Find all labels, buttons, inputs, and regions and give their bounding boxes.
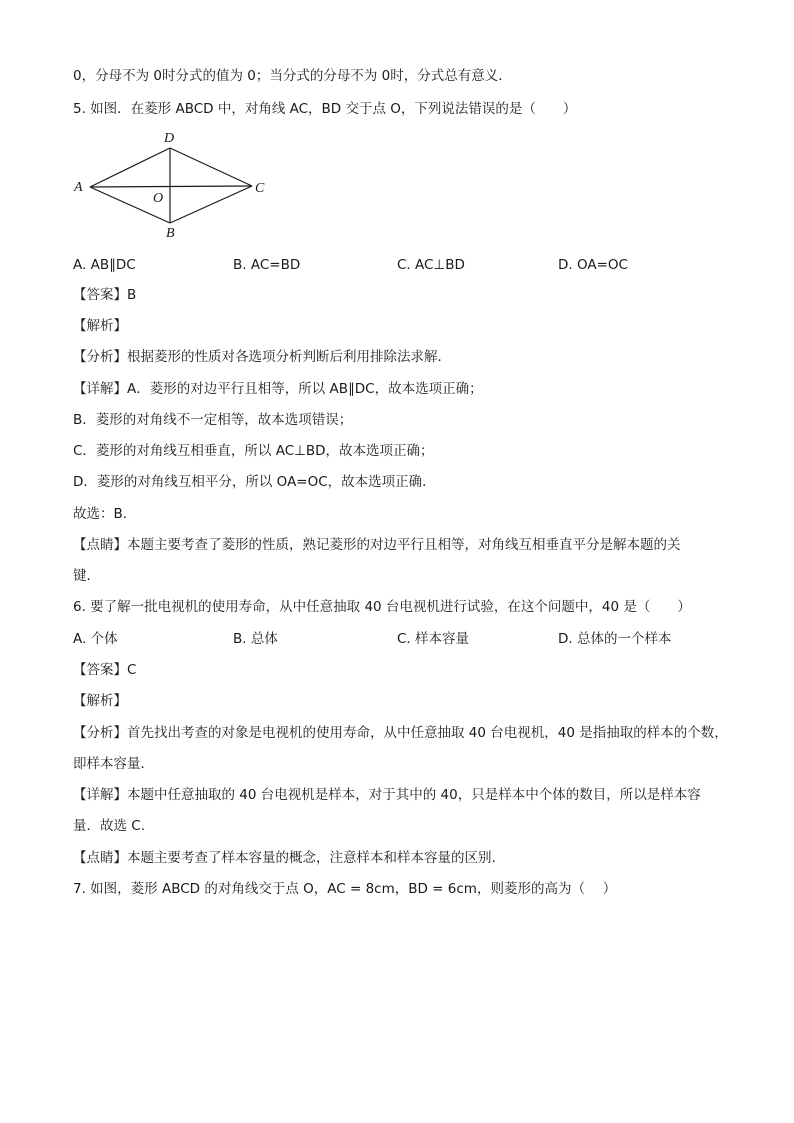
side-ad — [90, 148, 170, 187]
q5-option-c: C. AC⊥BD — [397, 257, 465, 273]
q6-xiangjie-line: 【详解】本题中任意抽取的 40 台电视机是样本，对于其中的 40，只是样本中个体的数目，所以是样本容 — [73, 787, 701, 803]
q5-xiangjie-line: C．菱形的对角线互相垂直，所以 AC⊥BD，故本选项正确； — [73, 443, 434, 459]
q5-stem: 5. 如图．在菱形 ABCD 中，对角线 AC，BD 交于点 O，下列说法错误的是（ ） — [73, 101, 577, 117]
q5-fenxi: 【分析】根据菱形的性质对各选项分析判断后利用排除法求解． — [73, 349, 451, 365]
q5-option-b: B. AC=BD — [233, 257, 301, 273]
diagonal-ac — [90, 186, 252, 187]
intro-line: 0，分母不为 0时分式的值为 0；当分式的分母不为 0时，分式总有意义． — [73, 68, 512, 84]
label-d: D — [164, 131, 175, 146]
q6-xiangjie-line: 量．故选 C. — [73, 818, 146, 834]
rhombus-figure — [60, 126, 280, 246]
q6-option-b: B. 总体 — [233, 631, 278, 647]
q5-guxuan: 故选：B． — [73, 506, 137, 522]
q6-dianjing: 【点睛】本题主要考查了样本容量的概念，注意样本和样本容量的区别. — [73, 850, 496, 866]
q6-option-d: D. 总体的一个样本 — [558, 631, 672, 647]
q6-stem: 6. 要了解一批电视机的使用寿命，从中任意抽取 40 台电视机进行试验，在这个问题中，40 是（ ） — [73, 599, 691, 615]
q5-dianjing-line: 键． — [73, 568, 100, 584]
side-cb — [170, 186, 252, 223]
q5-xiangjie-line: 【详解】A．菱形的对边平行且相等，所以 AB∥DC，故本选项正确； — [73, 381, 483, 397]
label-o: O — [153, 191, 164, 206]
label-b: B — [166, 226, 175, 241]
q6-option-a: A. 个体 — [73, 631, 118, 647]
label-c: C — [255, 181, 265, 196]
q5-option-d: D. OA=OC — [558, 257, 628, 273]
q6-jiexi: 【解析】 — [73, 693, 127, 709]
q5-dianjing-line: 【点睛】本题主要考查了菱形的性质，熟记菱形的对边平行且相等，对角线互相垂直平分是解本题的关 — [73, 537, 681, 553]
side-dc — [170, 148, 252, 186]
q6-answer: 【答案】C — [73, 662, 137, 678]
label-a: A — [74, 180, 83, 195]
q5-answer: 【答案】B — [73, 287, 137, 303]
q7-stem: 7. 如图，菱形 ABCD 的对角线交于点 O，AC = 8cm，BD = 6cm，则菱形的高为（ ） — [73, 881, 617, 897]
q5-xiangjie-line: D．菱形的对角线互相平分，所以 OA=OC，故本选项正确． — [73, 474, 436, 490]
q5-option-a: A. AB∥DC — [73, 257, 136, 273]
q5-jiexi: 【解析】 — [73, 318, 127, 334]
q6-fenxi-line: 即样本容量． — [73, 756, 154, 772]
q6-fenxi-line: 【分析】首先找出考查的对象是电视机的使用寿命，从中任意抽取 40 台电视机，40 是指抽取的样本的个数， — [73, 725, 728, 741]
q6-option-c: C. 样本容量 — [397, 631, 470, 647]
q5-xiangjie-line: B．菱形的对角线不一定相等，故本选项错误； — [73, 412, 353, 428]
